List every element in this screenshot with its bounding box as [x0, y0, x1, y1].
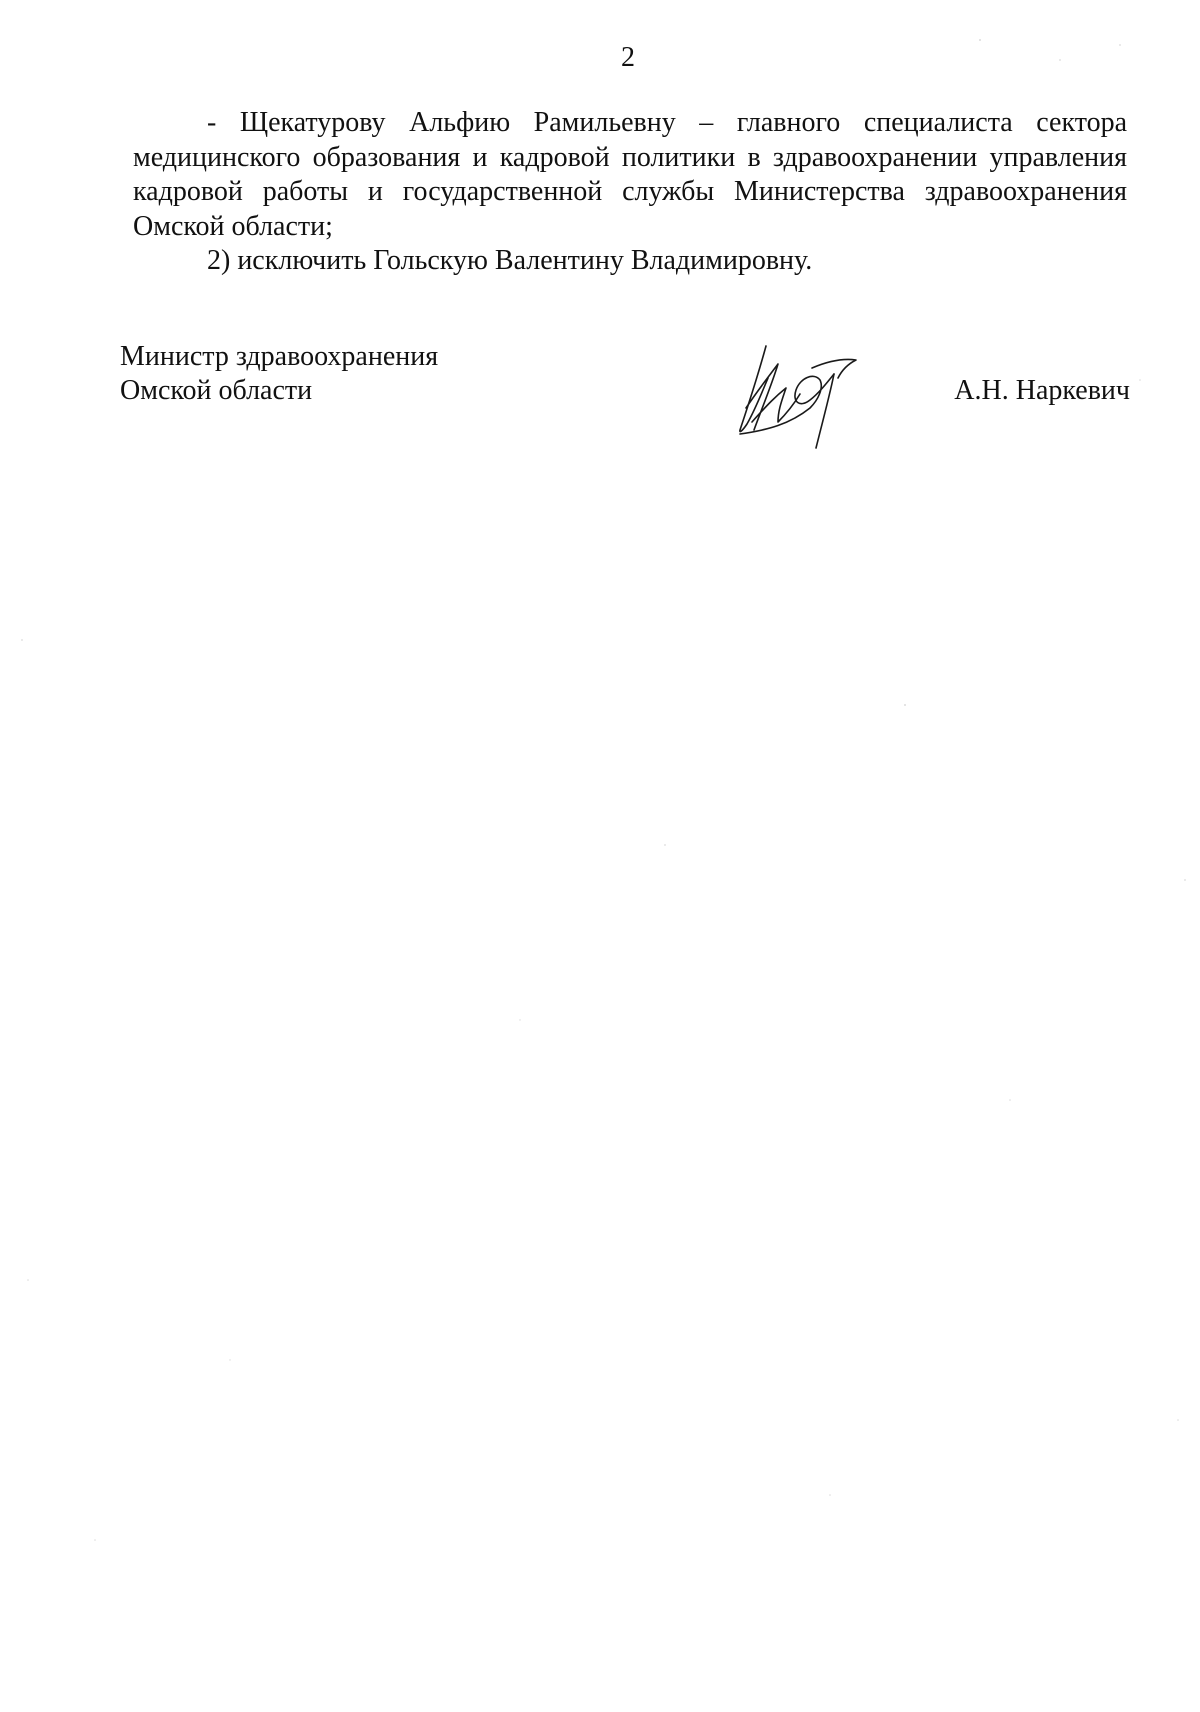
signatory-name: А.Н. Наркевич — [954, 375, 1130, 406]
body-paragraph-appointee: - Щекатурову Альфию Рамильевну – главного специалиста сектора медицинского образования и кадровой политики в здравоохранении управления кадровой работы и государственной службы Министерства здравоохранения Омской области; — [133, 107, 1127, 242]
handwritten-signature — [738, 338, 878, 453]
signatory-position — [120, 340, 438, 408]
signatory-position-line-1: Министр здравоохранения — [120, 341, 439, 372]
document-body — [133, 106, 1127, 279]
page-number: 2 — [621, 42, 635, 73]
body-paragraph-exclusion: 2) исключить Гольскую Валентину Владимировну. — [207, 245, 813, 277]
signatory-position-line-2: Омской области — [120, 375, 313, 406]
signature-block — [120, 340, 1130, 460]
